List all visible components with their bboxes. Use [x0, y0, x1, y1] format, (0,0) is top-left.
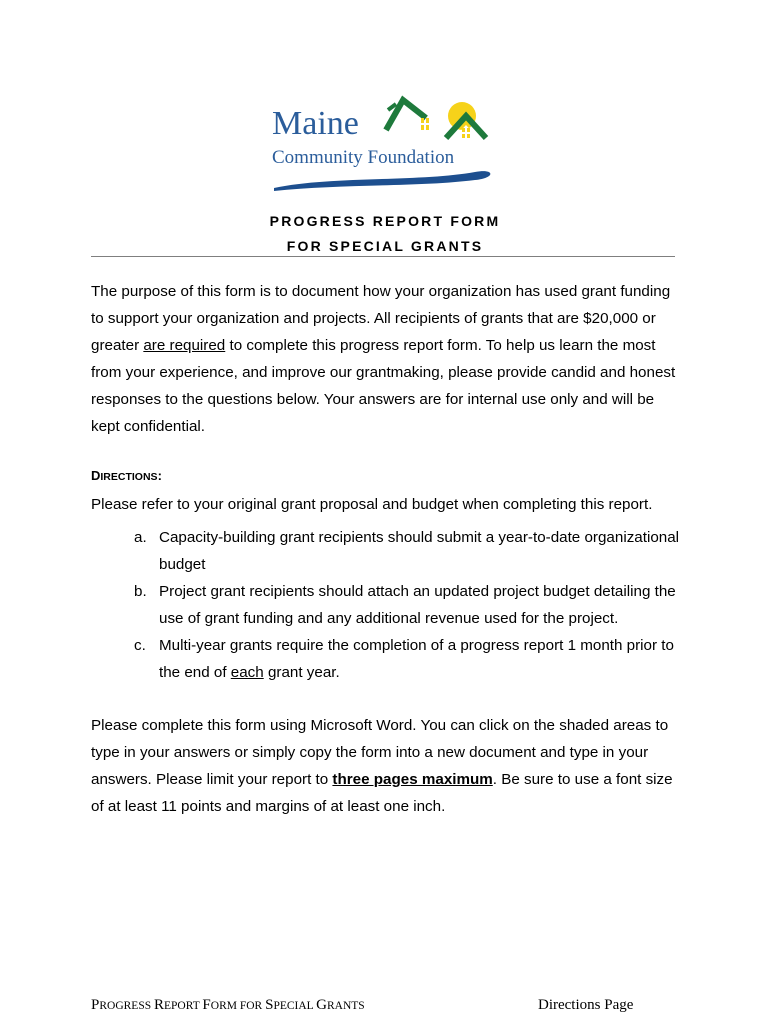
instructions-text-end: . Be sure to use a font size of at least 11 points and margins of at least one inch. [91, 771, 673, 815]
logo-name-text: Maine [272, 105, 359, 142]
list-item-underlined-text: each [230, 664, 264, 681]
directions-heading-rest: IRECTIONS [100, 471, 158, 483]
footer-cap: G [316, 997, 327, 1013]
form-title-line-2: FOR SPECIAL GRANTS [286, 238, 484, 254]
footer-form-title [91, 997, 365, 1014]
list-marker: c. [134, 637, 146, 654]
footer-cap: S [265, 997, 274, 1013]
intro-text-start: The purpose of this form is to document how your organization has used grant funding to support your organization and projects. All recipients of grants that are $20,000 or greater [91, 283, 671, 354]
form-title-line-1: PROGRESS REPORT FORM [269, 213, 501, 229]
list-item-text: Project grant recipients should attach an updated project budget detailing the use of grant funding and any additional revenue used for the project. [159, 583, 676, 627]
directions-heading-initial: D [91, 468, 101, 483]
list-item [134, 524, 684, 578]
list-item-text [159, 632, 684, 686]
footer-small-caps: PECIAL [273, 1000, 317, 1012]
logo-subtitle-text: Community Foundation [272, 147, 455, 168]
instructions-paragraph [91, 712, 683, 820]
list-item [134, 578, 684, 632]
directions-heading-colon: : [157, 468, 162, 483]
maine-community-foundation-logo [270, 92, 496, 196]
footer-small-caps: RANTS [326, 1000, 365, 1012]
footer-small-caps: ORM FOR [210, 1000, 266, 1012]
instructions-text-start: Please complete this form using Microsoft Word. You can click on the shaded areas to type in your answers or simply copy the form into a new document and type in your answers. Please limit your report to [91, 717, 669, 788]
list-item-text-end: grant year. [263, 664, 340, 681]
footer-small-caps: EPORT [164, 1000, 203, 1012]
directions-text: Please refer to your original grant proposal and budget when completing this report. [91, 496, 653, 513]
footer-page-label: Directions Page [538, 997, 634, 1013]
intro-underlined-text: are required [143, 337, 226, 354]
footer-cap: R [154, 997, 165, 1013]
directions-heading [91, 468, 162, 483]
list-item-text: Capacity-building grant recipients should submit a year-to-date organizational budget [159, 529, 680, 573]
list-item [134, 632, 684, 686]
list-item-text-start: Multi-year grants require the completion of a progress report 1 month prior to the end of [159, 637, 674, 681]
list-marker: a. [134, 529, 147, 546]
list-marker: b. [134, 583, 147, 600]
footer-small-caps: ROGRESS [99, 1000, 154, 1012]
intro-paragraph [91, 278, 681, 440]
page-limit-emphasis: three pages maximum [332, 771, 493, 788]
directions-list [134, 524, 684, 686]
title-divider [91, 256, 675, 257]
footer-cap: F [202, 997, 211, 1013]
footer-cap: P [91, 997, 100, 1013]
intro-text-end: to complete this progress report form. To help us learn the most from your experience, and improve our grantmaking, please provide candid and honest responses to the questions below. Your answers are for internal use only and will be kept confidential. [91, 337, 676, 435]
